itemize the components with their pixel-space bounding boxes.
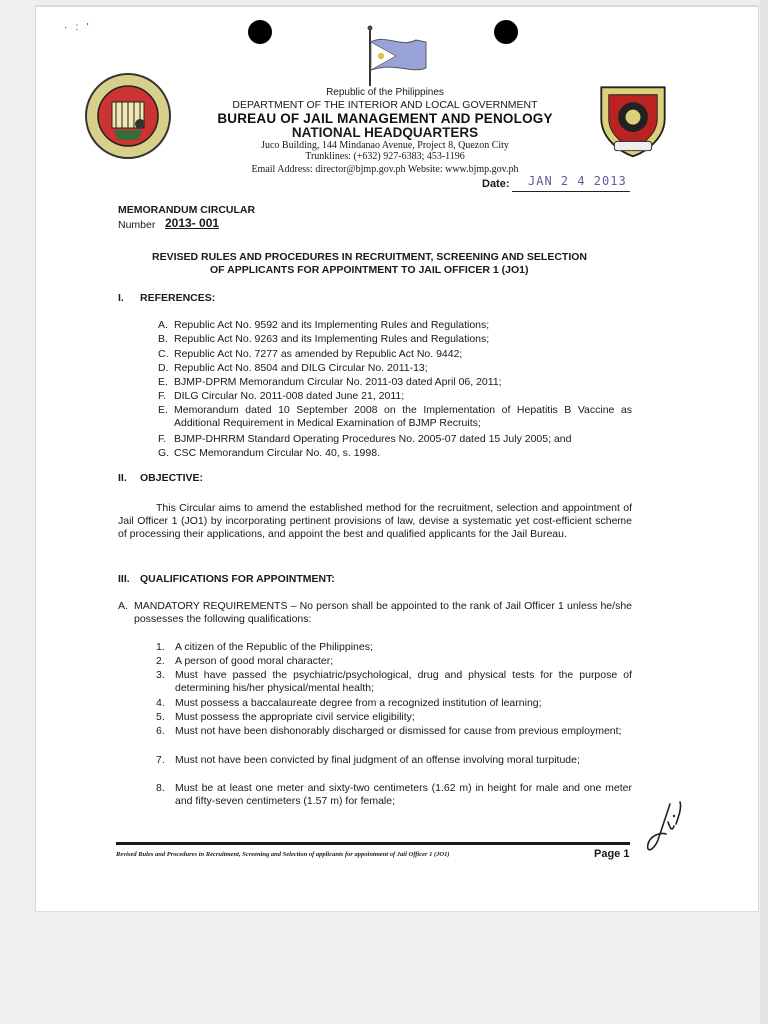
- list-item: 6. Must not have been dishonorably discharged or dismissed for cause from previous employment;: [156, 725, 622, 737]
- list-item: D. Republic Act No. 8504 and DILG Circular No. 2011-13;: [158, 362, 428, 374]
- memo-number: 2013- 001: [165, 216, 220, 230]
- date-stamp: JAN 2 4 2013: [528, 174, 627, 188]
- memo-title-line2: OF APPLICANTS FOR APPOINTMENT TO JAIL OFFICER 1 (JO1): [210, 264, 529, 276]
- list-item: 2. A person of good moral character;: [156, 655, 334, 667]
- list-item: B. Republic Act No. 9263 and its Implementing Rules and Regulations;: [158, 333, 490, 345]
- section-title: QUALIFICATIONS FOR APPOINTMENT:: [140, 573, 335, 585]
- section-title: OBJECTIVE:: [140, 472, 204, 484]
- hq-label: NATIONAL HEADQUARTERS: [291, 125, 479, 140]
- memo-type: MEMORANDUM CIRCULAR: [118, 204, 256, 216]
- scan-edge: [760, 0, 768, 1024]
- bjmp-seal-right-icon: [592, 78, 674, 160]
- footer-caption: Revised Rules and Procedures in Recruitment, Screening and Selection of applicants for appointment of Jail Officer 1 (JO1): [116, 851, 450, 858]
- punch-hole-left: [248, 20, 272, 44]
- punch-hole-right: [494, 20, 518, 44]
- list-item: E. Memorandum dated 10 September 2008 on the Implementation of Hepatitis B Vaccine as Additional Requirement in Medical Examination of BJMP Recruits;: [158, 404, 632, 429]
- trunklines-line: Trunklines: (+632) 927-6383; 453-1196: [305, 151, 465, 162]
- bjmp-seal-left-icon: [84, 72, 172, 160]
- list-item: 4. Must possess a baccalaureate degree from a recognized institution of learning;: [156, 697, 542, 709]
- list-item: A. Republic Act No. 9592 and its Implementing Rules and Regulations;: [158, 319, 490, 331]
- objective-paragraph: This Circular aims to amend the established method for the recruitment, selection and appointment of Jail Officer 1 (JO1) by incorporating pertinent provisions of law, devise a systematic yet cost-efficient scheme of processing their applications, and appoint the best and qualified applicants for the Jail Bureau.: [118, 502, 632, 540]
- list-item: 3. Must have passed the psychiatric/psychological, drug and physical tests for the purpose of determining his/her physical/mental health;: [156, 669, 632, 694]
- list-item: F. BJMP-DHRRM Standard Operating Procedures No. 2005-07 dated 15 July 2005; and: [158, 433, 572, 445]
- bureau-name: BUREAU OF JAIL MANAGEMENT AND PENOLOGY: [217, 111, 553, 126]
- section-number: I.: [118, 292, 124, 304]
- department-label: DEPARTMENT OF THE INTERIOR AND LOCAL GOVERNMENT: [232, 99, 538, 111]
- section-title: REFERENCES:: [140, 292, 216, 304]
- section-heading-objective: [118, 472, 203, 485]
- philippine-flag-icon: [356, 24, 432, 88]
- memo-title-line1: REVISED RULES AND PROCEDURES IN RECRUITMENT, SCREENING AND SELECTION: [152, 251, 588, 263]
- section-number: II.: [118, 472, 127, 484]
- date-label: Date:: [482, 178, 510, 190]
- page-number: Page 1: [594, 848, 630, 860]
- address-line: Juco Building, 144 Mindanao Avenue, Project 8, Quezon City: [261, 140, 509, 151]
- list-item: G. CSC Memorandum Circular No. 40, s. 1998.: [158, 447, 380, 459]
- list-item: 5. Must possess the appropriate civil service eligibility;: [156, 711, 415, 723]
- signature-initial: [640, 798, 688, 856]
- mandatory-requirements: A. MANDATORY REQUIREMENTS – No person shall be appointed to the rank of Jail Officer 1 unless he/she possesses the following qualifications:: [118, 600, 632, 625]
- section-heading-qualifications: [118, 573, 335, 586]
- date-underline: [512, 191, 630, 192]
- scan-specks: · : ': [64, 22, 89, 33]
- list-item: C. Republic Act No. 7277 as amended by Republic Act No. 9442;: [158, 348, 463, 360]
- section-number: III.: [118, 573, 130, 585]
- contact-line: Email Address: director@bjmp.gov.ph Website: www.bjmp.gov.ph: [251, 164, 519, 175]
- list-item: 8. Must be at least one meter and sixty-two centimeters (1.62 m) in height for male and one meter and fifty-seven centimeters (1.57 m) for female;: [156, 782, 632, 807]
- footer-rule: [116, 842, 630, 845]
- list-item: E. BJMP-DPRM Memorandum Circular No. 2011-03 dated April 06, 2011;: [158, 376, 502, 388]
- list-item: 7. Must not have been convicted by final judgment of an offense involving moral turpitude;: [156, 754, 580, 766]
- memo-number-label: Number: [118, 219, 156, 231]
- republic-label: Republic of the Philippines: [326, 87, 444, 98]
- section-heading-references: [118, 292, 215, 305]
- list-item: 1. A citizen of the Republic of the Philippines;: [156, 641, 373, 653]
- list-item: F. DILG Circular No. 2011-008 dated June 21, 2011;: [158, 390, 405, 402]
